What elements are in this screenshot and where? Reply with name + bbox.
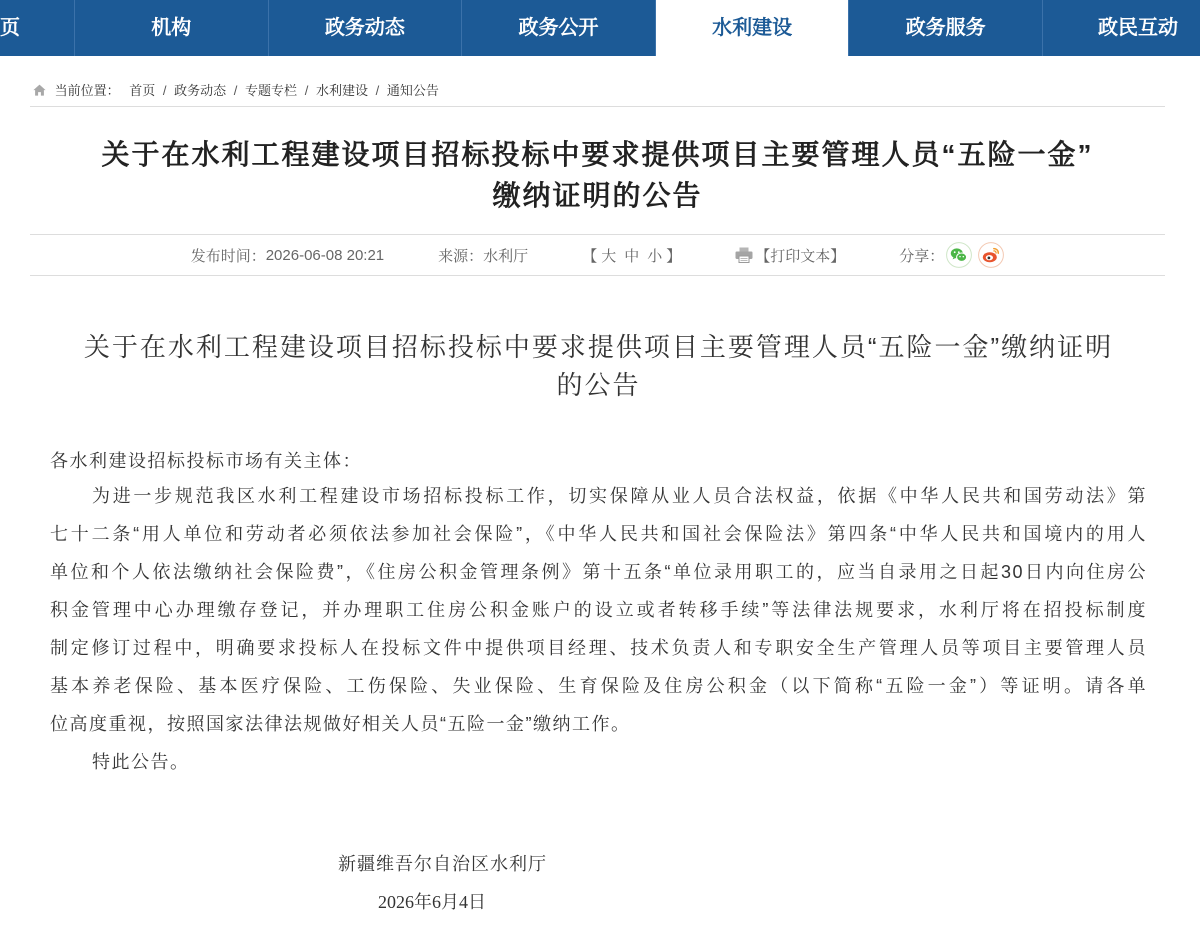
page-container bbox=[30, 76, 1165, 921]
signature-date: 2026年6月4日 bbox=[378, 892, 486, 912]
article-title-line-1: 关于在水利工程建设项目招标投标中要求提供项目主要管理人员“五险一金” bbox=[101, 139, 1094, 170]
home-icon bbox=[33, 77, 46, 89]
breadcrumb-item-notices[interactable]: 通知公告 bbox=[386, 83, 439, 98]
font-size-medium-button[interactable]: 中 bbox=[624, 247, 640, 265]
article-meta-bar bbox=[30, 234, 1165, 276]
body-line: 制定修订过程中，明确要求投标人在投标文件中提供项目经理、技术负责人和专职安全生产管理人员等项目主要管理人员 bbox=[50, 638, 1147, 658]
share-bar bbox=[899, 235, 1004, 275]
breadcrumb-item-government-news[interactable]: 政务动态 bbox=[174, 83, 227, 98]
body-line: 位高度重视，按照国家法律法规做好相关人员“五险一金”缴纳工作。 bbox=[50, 714, 631, 734]
article-subtitle bbox=[50, 328, 1147, 404]
source-label: 来源： bbox=[438, 247, 484, 265]
publish-time-label: 发布时间： bbox=[190, 247, 266, 265]
print-label: 【打印文本】 bbox=[755, 247, 846, 265]
breadcrumb-label: 当前位置： bbox=[54, 83, 120, 98]
body-line: 为进一步规范我区水利工程建设市场招标投标工作，切实保障从业人员合法权益，依据《中华人民共和国劳动法》第 bbox=[92, 486, 1147, 506]
breadcrumb-separator: / bbox=[162, 83, 167, 98]
nav-item-water-construction[interactable]: 水利建设 bbox=[656, 0, 850, 56]
nav-item-public-interaction[interactable]: 政民互动 bbox=[1097, 17, 1178, 39]
breadcrumb-separator: / bbox=[375, 83, 380, 98]
nav-item-home[interactable]: 页 bbox=[0, 0, 75, 56]
font-size-large-button[interactable]: 大 bbox=[601, 247, 617, 265]
weibo-icon[interactable] bbox=[978, 242, 1004, 268]
breadcrumb-separator: / bbox=[233, 83, 238, 98]
signature-organization: 新疆维吾尔自治区水利厅 bbox=[338, 854, 547, 874]
print-button[interactable] bbox=[735, 235, 845, 275]
nav-item-government-disclosure[interactable]: 政务公开 bbox=[462, 0, 656, 56]
body-line: 积金管理中心办理缴存登记，并办理职工住房公积金账户的设立或者转移手续”等法律法规要求，水利厅将在招投标制度 bbox=[50, 600, 1147, 620]
article-title bbox=[30, 134, 1165, 216]
article-title-line-2: 缴纳证明的公告 bbox=[492, 180, 703, 211]
breadcrumb-item-special-topics[interactable]: 专题专栏 bbox=[245, 83, 298, 98]
font-size-bracket-close: 】 bbox=[666, 247, 682, 265]
share-label: 分享： bbox=[899, 247, 945, 265]
article-content bbox=[30, 328, 1165, 921]
nav-item-government-services[interactable]: 政务服务 bbox=[849, 0, 1043, 56]
body-line: 七十二条“用人单位和劳动者必须依法参加社会保险”，《中华人民共和国社会保险法》第四条“中华人民共和国境内的用人 bbox=[50, 524, 1147, 544]
wechat-icon[interactable] bbox=[946, 242, 972, 268]
nav-item-government-news[interactable]: 政务动态 bbox=[269, 0, 463, 56]
font-size-bracket-open: 【 bbox=[582, 247, 598, 265]
article-subtitle-line-2: 的公告 bbox=[556, 370, 641, 400]
breadcrumb bbox=[30, 76, 1165, 107]
body-paragraph bbox=[50, 477, 1147, 743]
font-size-control bbox=[582, 235, 681, 275]
font-size-small-button[interactable]: 小 bbox=[647, 247, 663, 265]
printer-icon bbox=[735, 247, 753, 263]
article-source bbox=[438, 235, 528, 275]
body-line: 单位和个人依法缴纳社会保险费”，《住房公积金管理条例》第十五条“单位录用职工的，应当自录用之日起30日内向住房公 bbox=[50, 562, 1147, 582]
breadcrumb-item-home[interactable]: 首页 bbox=[129, 83, 156, 98]
nav-item-organization[interactable]: 机构 bbox=[75, 0, 269, 56]
source-value: 水利厅 bbox=[483, 247, 529, 265]
publish-time bbox=[191, 235, 384, 275]
publish-time-value: 2026-06-08 20:21 bbox=[265, 246, 385, 264]
article-subtitle-line-1: 关于在水利工程建设项目招标投标中要求提供项目主要管理人员“五险一金”缴纳证明 bbox=[83, 332, 1114, 362]
body-line: 基本养老保险、基本医疗保险、工伤保险、失业保险、生育保险及住房公积金（以下简称“五险一金”）等证明。请各单 bbox=[50, 676, 1147, 696]
breadcrumb-item-water-construction[interactable]: 水利建设 bbox=[315, 83, 368, 98]
closing-remark: 特此公告。 bbox=[92, 752, 190, 772]
breadcrumb-separator: / bbox=[304, 83, 309, 98]
salutation: 各水利建设招标投标市场有关主体： bbox=[50, 451, 362, 471]
main-nav bbox=[0, 0, 1200, 56]
